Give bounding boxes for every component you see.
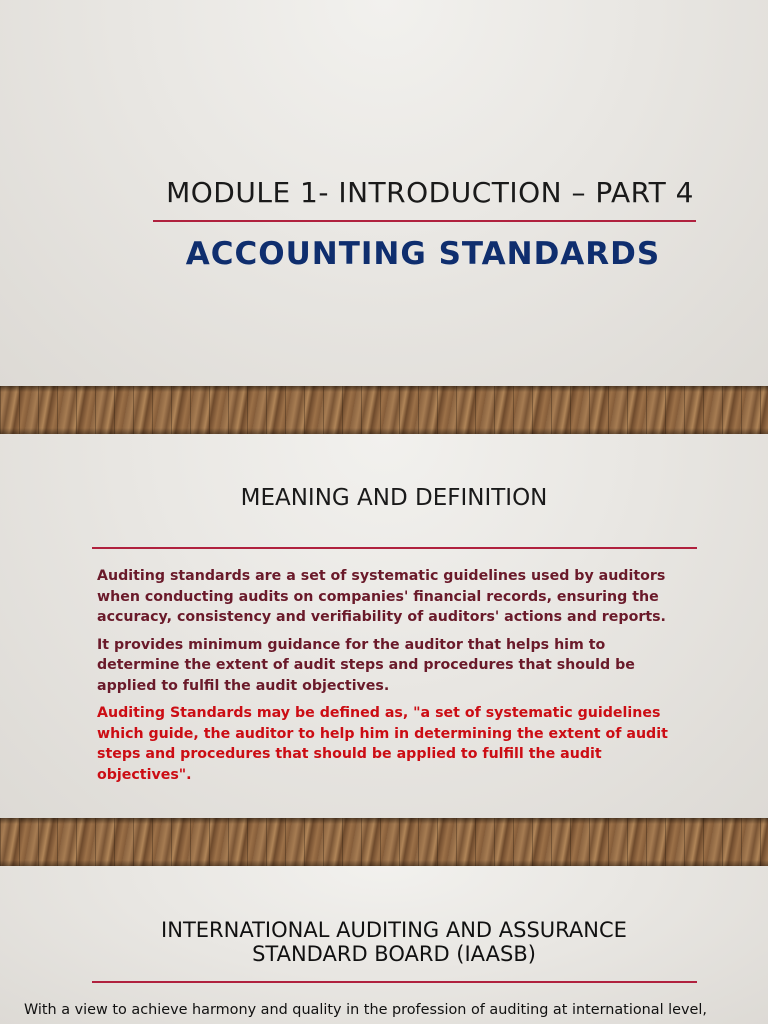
slide-3-body: With a view to achieve harmony and quality in the profession of auditing at international level, <box>24 1002 707 1018</box>
slide-3-title-line-2: STANDARD BOARD (IAASB) <box>252 942 536 966</box>
paragraph-guidance: It provides minimum guidance for the auditor that helps him to determine the extent of audit steps and procedures that should be applied to fulfil the audit objectives. <box>97 636 635 694</box>
slide-2-body <box>97 566 687 792</box>
slide-1-subtitle: ACCOUNTING STANDARDS <box>185 236 661 272</box>
title-divider <box>92 547 697 549</box>
slide-2-title: MEANING AND DEFINITION <box>240 485 548 511</box>
slide-1 <box>0 0 768 386</box>
title-divider <box>153 220 696 222</box>
slide-3-title <box>90 918 698 966</box>
wood-floor-divider <box>0 386 768 434</box>
title-divider <box>92 981 697 983</box>
wood-floor-divider <box>0 818 768 866</box>
slide-3-title-line-1: INTERNATIONAL AUDITING AND ASSURANCE <box>161 918 627 942</box>
paragraph-definition: Auditing standards are a set of systematic guidelines used by auditors when conducting audits on companies' financial records, ensuring the accuracy, consistency and verifiability of auditors' actions and reports. <box>97 568 666 625</box>
paragraph-formal-definition: Auditing Standards may be defined as, "a set of systematic guidelines which guide, the auditor to help him in determining the extent of audit steps and procedures that should be applied to fulfill the audit objectives". <box>97 705 668 783</box>
slide-1-title: MODULE 1- INTRODUCTION – PART 4 <box>166 176 694 209</box>
